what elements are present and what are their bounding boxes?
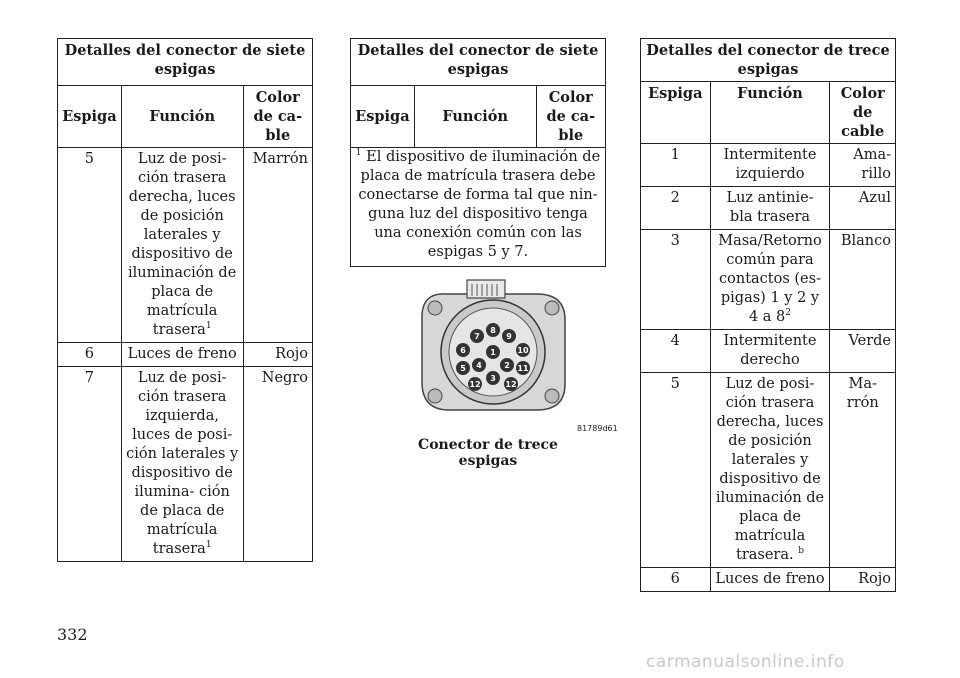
table-title: Detalles del conector de siete espigas bbox=[58, 39, 313, 86]
wire-color: Ma- rrón bbox=[830, 373, 896, 568]
svg-text:10: 10 bbox=[517, 346, 529, 355]
table-row bbox=[58, 367, 313, 562]
column-header-pin: Espiga bbox=[58, 86, 122, 148]
svg-text:7: 7 bbox=[474, 332, 480, 341]
wire-color: Rojo bbox=[243, 343, 312, 367]
table-row bbox=[58, 343, 313, 367]
pin-number: 5 bbox=[58, 148, 122, 343]
pin-number: 6 bbox=[58, 343, 122, 367]
pin-function: Masa/Retorno común para contactos (es- pigas) 1 y 2 y 4 a $8^2$ bbox=[710, 230, 830, 330]
pin-function: Intermitente derecho bbox=[710, 330, 830, 373]
pin-function: Luces de freno bbox=[121, 343, 243, 367]
pin-number: 1 bbox=[641, 144, 711, 187]
thirteen-pin-connector-figure bbox=[387, 272, 617, 462]
seven-pin-table-continued bbox=[350, 38, 606, 267]
pin-number: 6 bbox=[641, 568, 711, 592]
column-header-color: Color de ca- ble bbox=[536, 86, 605, 148]
column-header-pin: Espiga bbox=[351, 86, 415, 148]
wire-color: Verde bbox=[830, 330, 896, 373]
wire-color: Marrón bbox=[243, 148, 312, 343]
pin-function: Luz antinie- bla trasera bbox=[710, 187, 830, 230]
svg-text:12: 12 bbox=[469, 380, 481, 389]
pin-number: 4 bbox=[641, 330, 711, 373]
table-row bbox=[641, 373, 896, 568]
table-title: Detalles del conector de trece espigas bbox=[641, 39, 896, 82]
svg-text:4: 4 bbox=[476, 361, 482, 370]
svg-text:2: 2 bbox=[504, 361, 510, 370]
pin-number: 3 bbox=[641, 230, 711, 330]
table-row bbox=[641, 144, 896, 187]
svg-text:12: 12 bbox=[505, 380, 517, 389]
seven-pin-table-left bbox=[57, 38, 313, 562]
page-number: 332 bbox=[57, 625, 88, 644]
watermark: carmanualsonline.info bbox=[646, 652, 845, 672]
figure-caption: Conector de trece espigas bbox=[418, 437, 558, 469]
table-row bbox=[58, 148, 313, 343]
table-row bbox=[641, 568, 896, 592]
wire-color: Negro bbox=[243, 367, 312, 562]
figure-code: 81789d61 bbox=[577, 424, 618, 433]
column-header-color: Color de cable bbox=[830, 82, 896, 144]
pin-function: Luces de freno bbox=[710, 568, 830, 592]
svg-text:6: 6 bbox=[460, 346, 466, 355]
column-header-function: Función bbox=[414, 86, 536, 148]
svg-text:1: 1 bbox=[490, 348, 496, 357]
column-header-color: Color de ca- ble bbox=[243, 86, 312, 148]
pin-function: Luz de posi- ción trasera izquierda, luces de posi- ción laterales y dispositivo de ilumina- ción de placa de matrícula trasera$^1$ bbox=[121, 367, 243, 562]
wire-color: Rojo bbox=[830, 568, 896, 592]
pin-function: Luz de posi- ción trasera derecha, luces de posición laterales y dispositivo de iluminación de placa de matrícula trasera$^1$ bbox=[121, 148, 243, 343]
table-row bbox=[641, 187, 896, 230]
wire-color: Blanco bbox=[830, 230, 896, 330]
pin-number: 2 bbox=[641, 187, 711, 230]
svg-text:11: 11 bbox=[517, 364, 529, 373]
thirteen-pin-table bbox=[640, 38, 896, 592]
svg-text:3: 3 bbox=[490, 374, 496, 383]
column-header-pin: Espiga bbox=[641, 82, 711, 144]
svg-text:8: 8 bbox=[490, 326, 496, 335]
table-row bbox=[641, 330, 896, 373]
pin-number: 7 bbox=[58, 367, 122, 562]
wire-color: Azul bbox=[830, 187, 896, 230]
column-header-function: Función bbox=[121, 86, 243, 148]
svg-text:9: 9 bbox=[506, 332, 512, 341]
svg-text:5: 5 bbox=[460, 364, 466, 373]
pin-function: Intermitente izquierdo bbox=[710, 144, 830, 187]
pin-function: Luz de posi- ción trasera derecha, luces de posición laterales y dispositivo de iluminación de placa de matrícula trasera. $^b$ bbox=[710, 373, 830, 568]
pin-number: 5 bbox=[641, 373, 711, 568]
wire-color: Ama- rillo bbox=[830, 144, 896, 187]
column-header-function: Función bbox=[710, 82, 830, 144]
table-title: Detalles del conector de siete espigas bbox=[351, 39, 606, 86]
table-row bbox=[641, 230, 896, 330]
footnote: $^1$ El dispositivo de iluminación de placa de matrícula trasera debe conectarse de forma tal que nin- guna luz del dispositivo tenga una conexión común con las espigas 5 y 7. bbox=[351, 148, 606, 267]
